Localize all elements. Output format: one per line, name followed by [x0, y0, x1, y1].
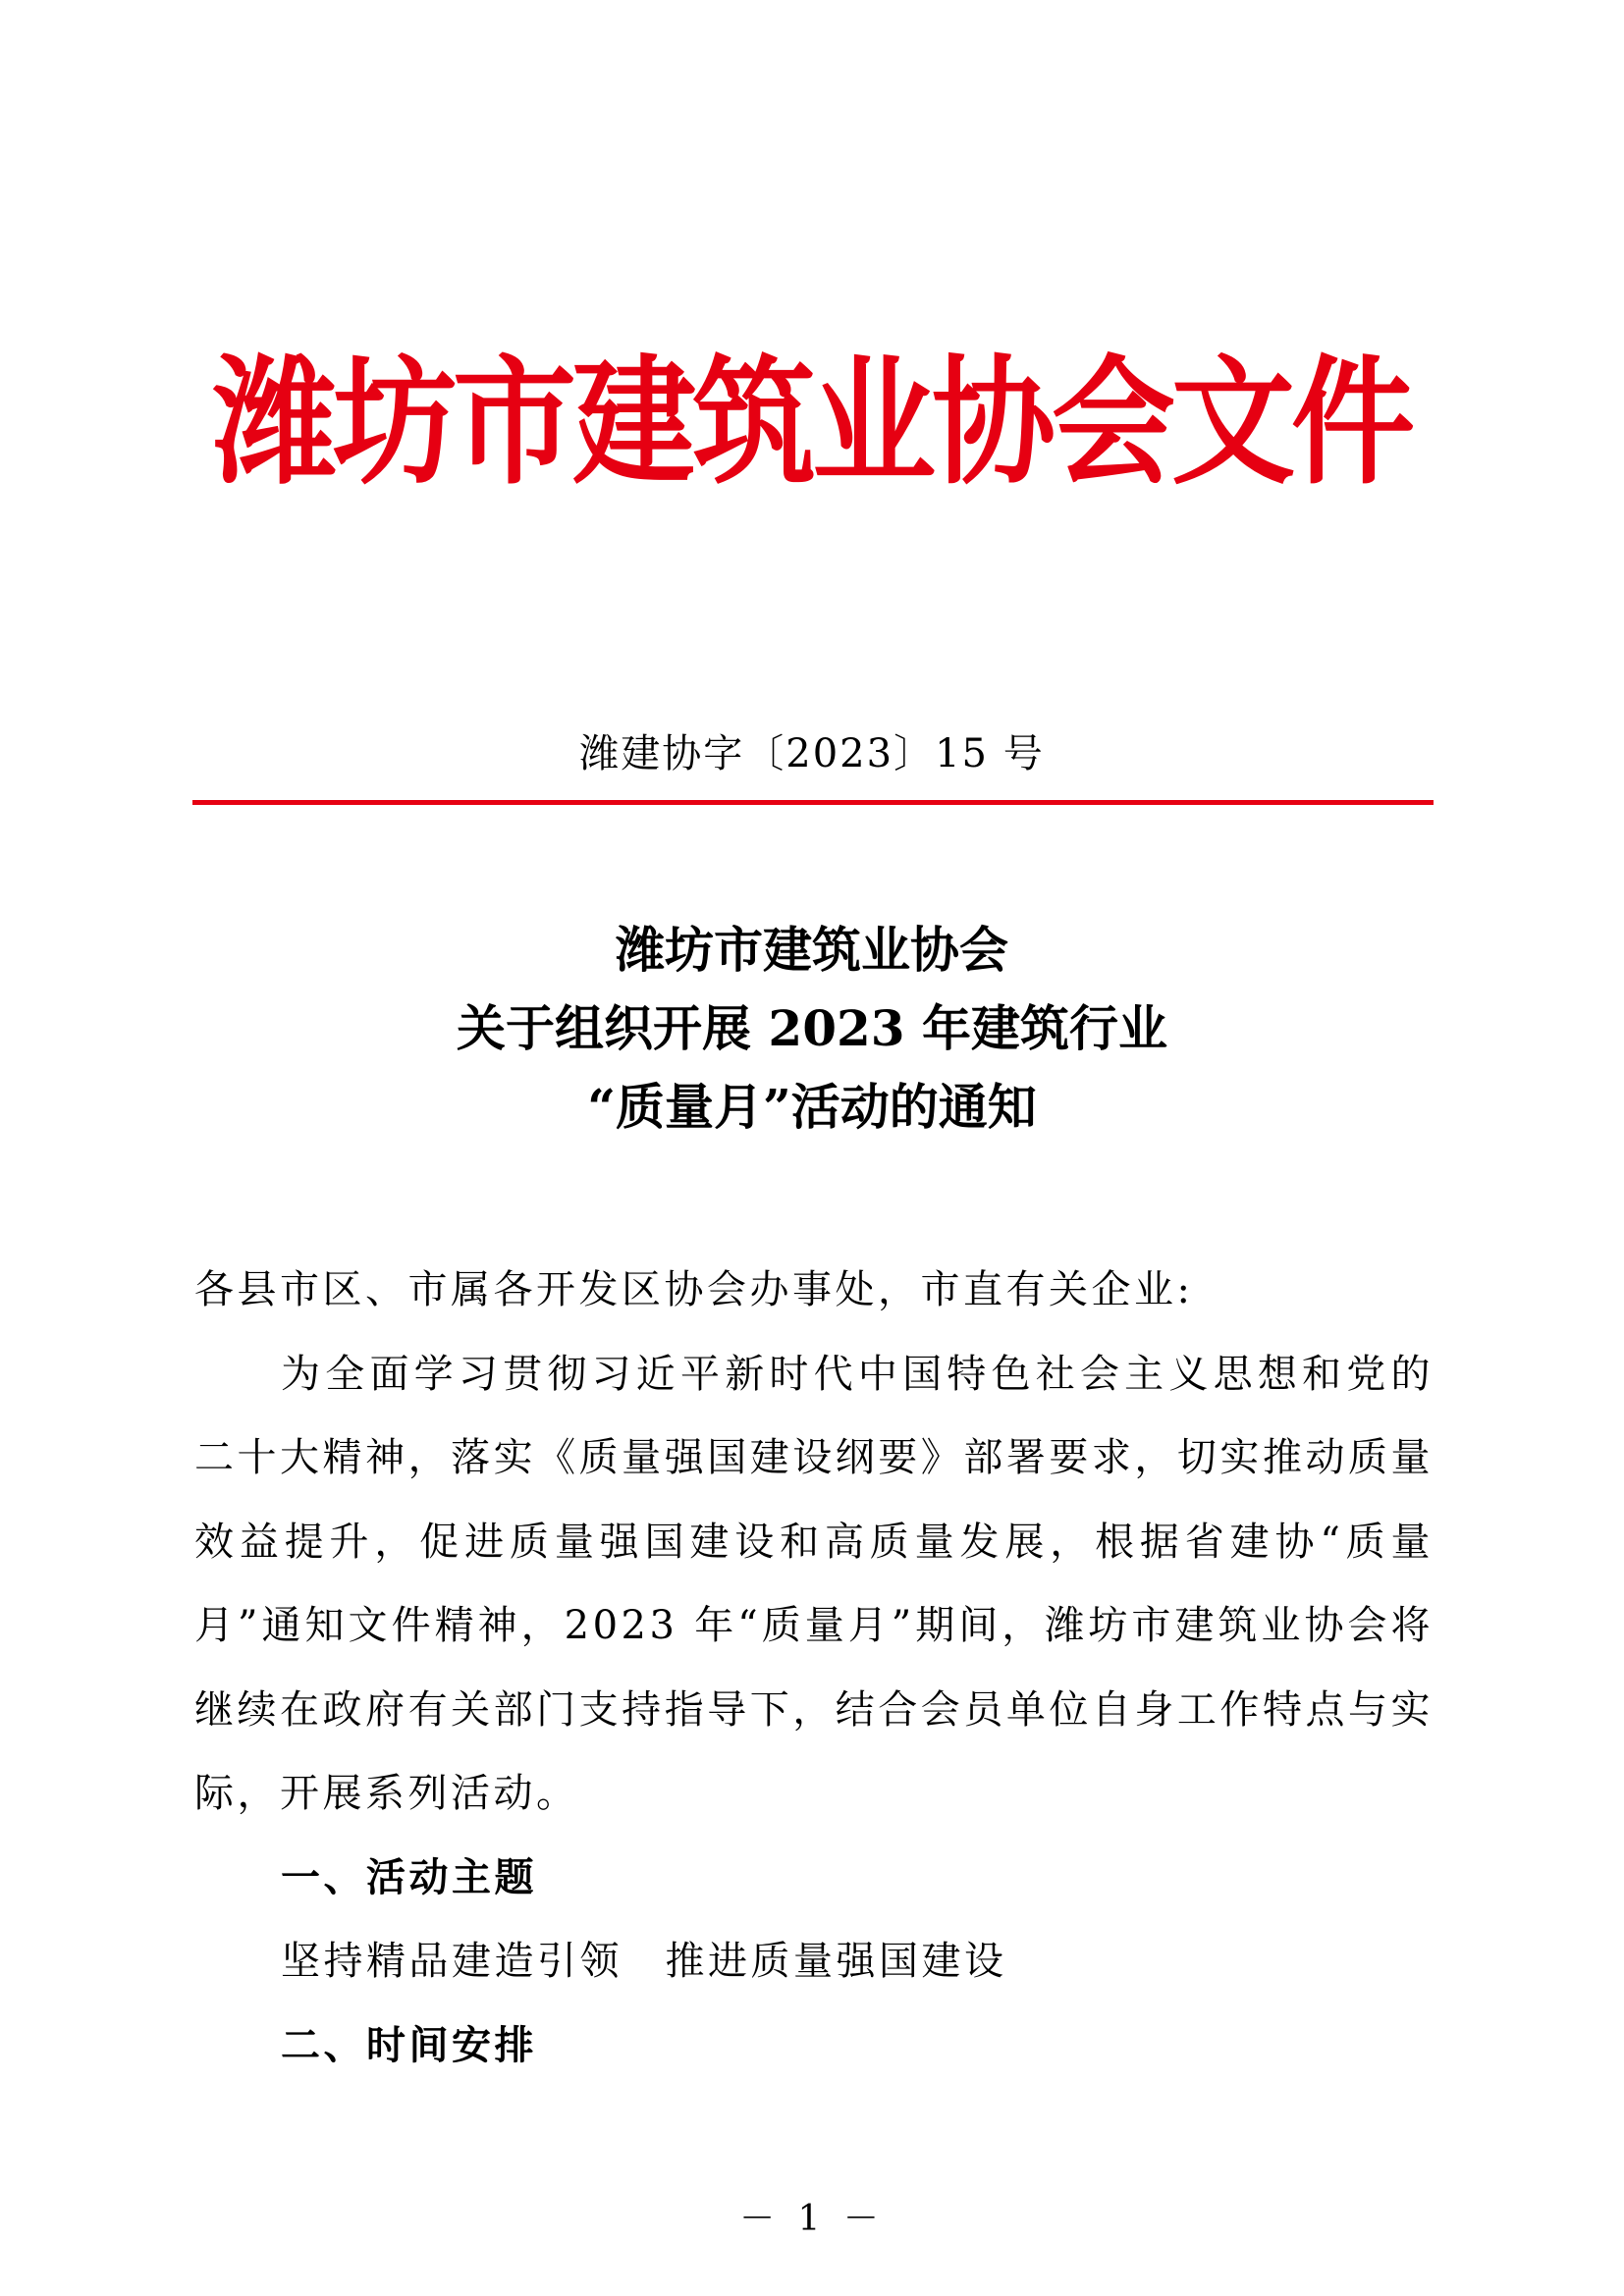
document-number: 潍建协字〔2023〕15 号: [579, 731, 1045, 776]
section-1-content: 坚持精品建造引领 推进质量强国建设: [281, 1939, 1007, 1984]
notice-title-line-2: 关于组织开展 2023 年建筑行业: [457, 999, 1167, 1057]
section-2-heading: 二、时间安排: [281, 2022, 537, 2068]
notice-body: [194, 1249, 1434, 2088]
masthead-title: 潍坊市建筑业协会文件: [213, 341, 1411, 504]
salutation: 各县市区、市属各开发区协会办事处，市直有关企业:: [194, 1267, 1194, 1312]
page-number: － 1 －: [739, 2199, 885, 2239]
red-divider-line: [192, 800, 1434, 805]
intro-paragraph: 为全面学习贯彻习近平新时代中国特色社会主义思想和党的二十大精神，落实《质量强国建设纲要》部署要求，切实推动质量效益提升，促进质量强国建设和高质量发展，根据省建协“质量月”通知文件精神，2023 年“质量月”期间，潍坊市建筑业协会将继续在政府有关部门支持指导下，结合会员单位自身工作特点与实际，开展系列活动。: [194, 1351, 1434, 1816]
notice-title-line-3: “质量月”活动的通知: [587, 1078, 1037, 1136]
notice-title-line-1: 潍坊市建筑业协会: [616, 921, 1008, 979]
section-1-heading: 一、活动主题: [281, 1854, 537, 1900]
notice-title: [0, 911, 1624, 1147]
